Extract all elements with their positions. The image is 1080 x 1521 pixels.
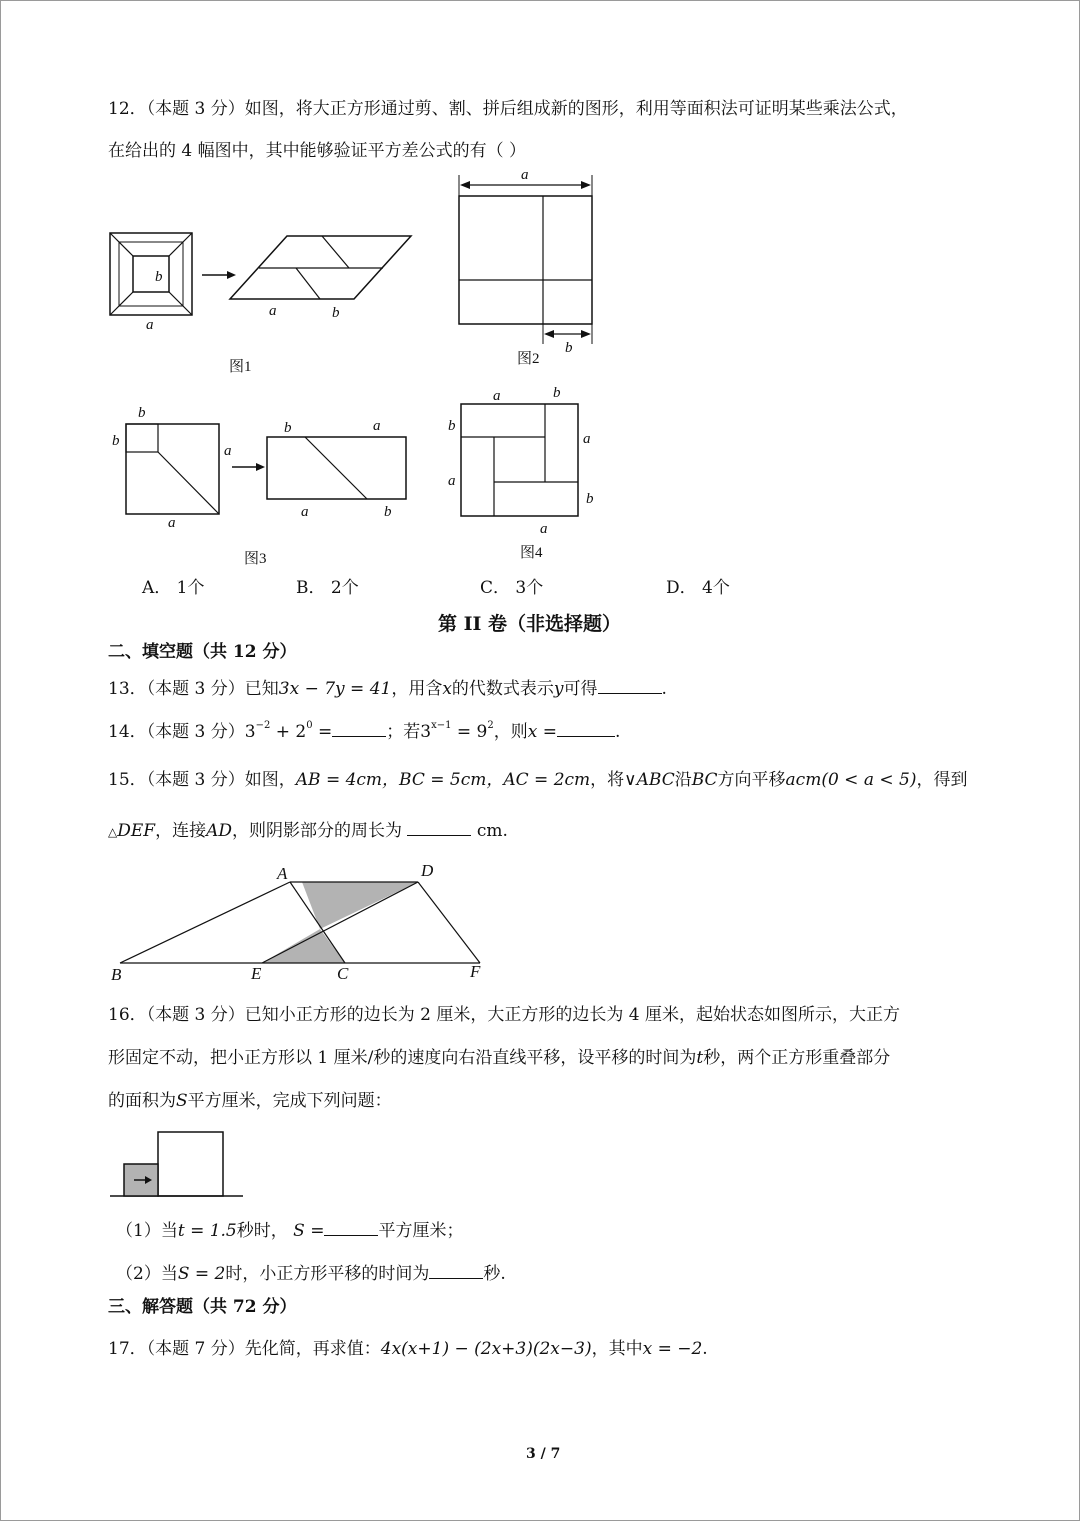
page-number: 3 / 7 <box>526 1446 561 1462</box>
fig2-caption: 图2 <box>517 351 540 367</box>
q15-label-c: C <box>337 964 349 983</box>
fig2-label-a: a <box>521 167 529 183</box>
fig3-rect-a-top: a <box>373 418 381 434</box>
fig3-rect-b-bottom: b <box>384 504 392 520</box>
q12-option-b: B． 2个 <box>296 578 359 598</box>
fig4-right-b: b <box>586 491 594 507</box>
fig3-label-b-left: b <box>112 433 120 449</box>
fig1-par-b: b <box>332 305 340 321</box>
q16-blank-2 <box>429 1262 483 1279</box>
q12-option-d: D． 4个 <box>666 578 730 598</box>
q15-label-f: F <box>470 962 481 981</box>
fig4-left-b: b <box>448 418 456 434</box>
fig2-label-b: b <box>565 340 573 356</box>
section2-heading: 二、填空题（共 12 分） <box>108 642 297 662</box>
fig1-label-b: b <box>155 269 163 285</box>
fig4-left-a: a <box>448 473 456 489</box>
q15-label-a: A <box>277 864 288 883</box>
q15-line1: 15．（本题 3 分）如图，AB = 4cm，BC = 5cm，AC = 2cm，将∨ABC沿BC方向平移acm(0 < a < 5)，得到 <box>108 770 968 790</box>
fig4-bottom-a: a <box>540 521 548 537</box>
fig3-rect-a-bottom: a <box>301 504 309 520</box>
q12-line2: 在给出的 4 幅图中，其中能够验证平方差公式的有（ ） <box>108 141 527 161</box>
q16-line3: 的面积为S平方厘米，完成下列问题： <box>108 1091 392 1111</box>
fig3-rect-b-top: b <box>284 420 292 436</box>
q15-label-d: D <box>421 861 434 880</box>
fig4-right-a: a <box>583 431 591 447</box>
q17: 17．（本题 7 分）先化简，再求值：4x(x+1) − (2x+3)(2x−3)，其中x = −2. <box>108 1339 708 1359</box>
section2-title: 第 II 卷（非选择题） <box>438 613 622 635</box>
fig3-caption: 图3 <box>244 551 267 567</box>
q16-line2: 形固定不动，把小正方形以 1 厘米/秒的速度向右沿直线平移，设平移的时间为t秒，两个正方形重叠部分 <box>108 1048 891 1068</box>
q12-line1: 12．（本题 3 分）如图，将大正方形通过剪、割、拼后组成新的图形，利用等面积法可证明某些乘法公式， <box>108 99 908 119</box>
fig3-label-b-top: b <box>138 405 146 421</box>
section3-heading: 三、解答题（共 72 分） <box>108 1297 297 1317</box>
fig1-par-a: a <box>269 303 277 319</box>
q16-line1: 16．（本题 3 分）已知小正方形的边长为 2 厘米，大正方形的边长为 4 厘米，起始状态如图所示，大正方 <box>108 1005 901 1025</box>
q16-blank-1 <box>324 1219 378 1236</box>
fig4-top-a: a <box>493 388 501 404</box>
q13: 13．（本题 3 分）已知3x − 7y = 41，用含x的代数式表示y可得 . <box>108 679 667 699</box>
q12-option-a: A． 1个 <box>142 578 205 598</box>
q12-option-c: C． 3个 <box>480 578 544 598</box>
fig4-caption: 图4 <box>520 545 543 561</box>
q16-sub2: （2）当S = 2时，小正方形平移的时间为 秒. <box>116 1264 506 1284</box>
fig1-label-a: a <box>146 317 154 333</box>
fig3-label-a-right: a <box>224 443 232 459</box>
fig3-label-a-bottom: a <box>168 515 176 531</box>
q14: 14．（本题 3 分）$3^{-2} + 2^0$ = ；若$3^{x-1} = 9^2$，则x = . <box>108 720 621 742</box>
q15-line2: △DEF，连接AD，则阴影部分的周长为 cm. <box>108 821 508 841</box>
q15-label-b: B <box>111 965 122 984</box>
q16-sub1: （1）当t = 1.5秒时， S = 平方厘米； <box>116 1221 464 1241</box>
fig4-top-b: b <box>553 385 561 401</box>
fig1-caption: 图1 <box>229 359 252 375</box>
q15-label-e: E <box>251 964 262 983</box>
